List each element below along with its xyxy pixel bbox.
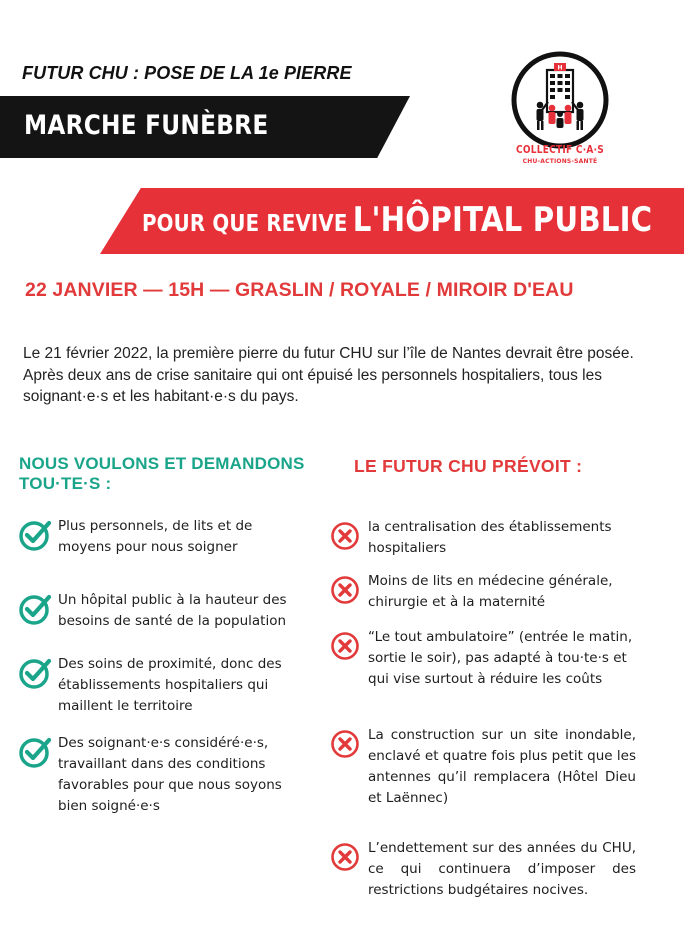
plan-text: L’endettement sur des années du CHU, ce qui continuera d’imposer des restrictions budgétaires nocives. <box>368 840 636 898</box>
svg-text:H: H <box>557 64 563 72</box>
logo-subtitle: CHU-ACTIONS-SANTÉ <box>522 158 598 165</box>
plan-text: Moins de lits en médecine générale, chirurgie et à la maternité <box>368 573 613 610</box>
plan-text: La construction sur un site inondable, enclavé et quatre fois plus petit que les antennes qu’il remplacera (Hôtel Dieu et Laënnec) <box>368 727 636 806</box>
demand-text: Des soins de proximité, donc des établissements hospitaliers qui maillent le territoire <box>58 656 282 714</box>
plan-text: la centralisation des établissements hospitaliers <box>368 519 612 556</box>
check-circle-icon <box>18 735 52 769</box>
pretitle: FUTUR CHU : POSE DE LA 1e PIERRE <box>22 63 352 83</box>
demand-text: Un hôpital public à la hauteur des besoins de santé de la population <box>58 592 287 629</box>
demands-title: NOUS VOULONS ET DEMANDONS TOU·TE·S : <box>19 454 305 493</box>
hospital-people-logo <box>510 50 610 150</box>
building-icon <box>547 63 573 112</box>
page-title: MARCHE FUNÈBRE <box>24 110 269 141</box>
event-details: 22 JANVIER — 15H — GRASLIN / ROYALE / MIROIR D'EAU <box>25 279 574 301</box>
intro-paragraph: Le 21 février 2022, la première pierre du futur CHU sur l’île de Nantes devrait être posée. Après deux ans de crise sanitaire qui ont épuisé les personnels hospitaliers, tous les soignant·e·s et les habitant·e·s du pays. <box>23 345 634 405</box>
plan-text: “Le tout ambulatoire” (entrée le matin, sortie le soir), pas adapté à tou·te·s et qui vise surtout à réduire les coûts <box>368 629 633 687</box>
logo-name: COLLECTIF C·A·S <box>515 143 605 156</box>
demand-text: Des soignant·e·s considéré·e·s, travaillant dans des conditions favorables pour que nous soyons bien soigné·e·s <box>58 735 282 814</box>
slogan-small: POUR QUE REVIVE <box>142 211 348 237</box>
x-circle-icon <box>330 729 360 759</box>
slogan-big: L'HÔPITAL PUBLIC <box>352 200 653 240</box>
check-circle-icon <box>18 518 52 552</box>
x-circle-icon <box>330 521 360 551</box>
slogan <box>142 200 652 244</box>
x-circle-icon <box>330 631 360 661</box>
x-circle-icon <box>330 575 360 605</box>
demand-text: Plus personnels, de lits et de moyens pour nous soigner <box>58 518 253 555</box>
check-circle-icon <box>18 656 52 690</box>
x-circle-icon <box>330 842 360 872</box>
check-circle-icon <box>18 592 52 626</box>
plans-title: LE FUTUR CHU PRÉVOIT : <box>354 456 583 476</box>
